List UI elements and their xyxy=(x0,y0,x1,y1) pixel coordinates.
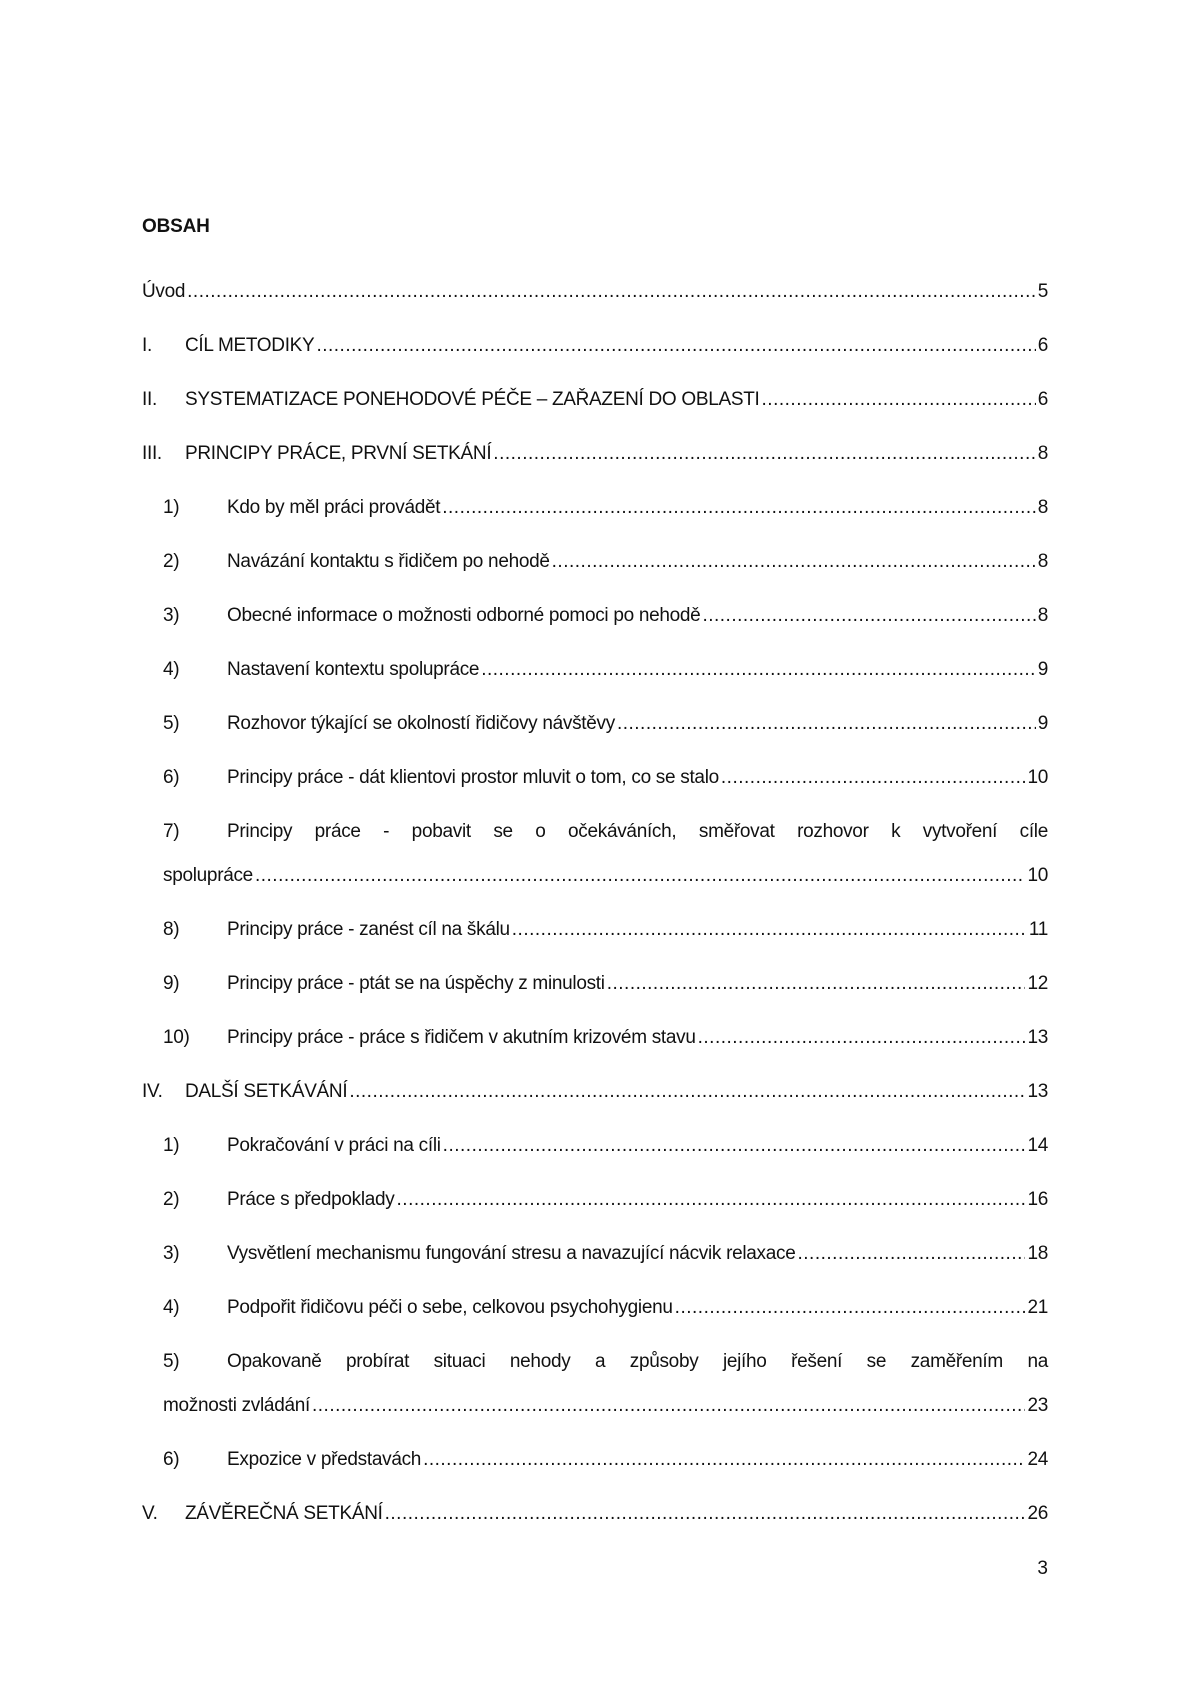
leader-dots xyxy=(397,1178,1026,1222)
leader-dots xyxy=(349,1070,1025,1114)
toc-entry-title: Podpořit řidičovu péči o sebe, celkovou psychohygienu xyxy=(227,1297,673,1318)
toc-entry-title: Navázání kontaktu s řidičem po nehodě xyxy=(227,551,550,572)
toc-entry-title: DALŠÍ SETKÁVÁNÍ xyxy=(185,1081,348,1102)
toc-entry[interactable] xyxy=(142,324,1048,378)
toc-entry-page: 8 xyxy=(1037,443,1048,464)
toc-entry[interactable] xyxy=(142,1286,1048,1340)
toc-entry-title-continued: spolupráce xyxy=(163,865,253,886)
toc-entry-page: 12 xyxy=(1027,973,1048,994)
leader-dots xyxy=(187,270,1036,314)
leader-dots xyxy=(607,962,1026,1006)
toc-entry-page: 11 xyxy=(1028,919,1048,940)
toc-entry[interactable] xyxy=(142,432,1048,486)
toc-entry[interactable] xyxy=(142,540,1048,594)
toc-entry-title: Opakovaně probírat situaci nehody a způsoby jejího řešení se zaměřením na xyxy=(227,1351,1048,1372)
toc-entry-page: 13 xyxy=(1027,1081,1048,1102)
leader-dots xyxy=(552,540,1036,584)
leader-dots xyxy=(698,1016,1026,1060)
leader-dots xyxy=(493,432,1035,476)
toc-entry-page: 26 xyxy=(1027,1503,1048,1524)
toc-entry[interactable] xyxy=(142,486,1048,540)
toc-entry-title: Nastavení kontextu spolupráce xyxy=(227,659,480,680)
toc-heading: OBSAH xyxy=(142,216,210,237)
leader-dots xyxy=(675,1286,1026,1330)
toc-entry-page: 9 xyxy=(1037,659,1048,680)
toc-entry-number: I. xyxy=(142,335,152,356)
toc-entry-page: 23 xyxy=(1027,1395,1048,1416)
toc-entry-page: 8 xyxy=(1037,605,1048,626)
leader-dots xyxy=(721,756,1026,800)
toc-entry-page: 16 xyxy=(1027,1189,1048,1210)
toc-entry-page: 6 xyxy=(1037,389,1048,410)
leader-dots xyxy=(481,648,1036,692)
leader-dots xyxy=(385,1492,1026,1536)
toc-entry-page: 6 xyxy=(1037,335,1048,356)
toc-entry-number: 3) xyxy=(163,605,180,626)
toc-entry[interactable] xyxy=(142,810,1048,908)
toc-entry-page: 10 xyxy=(1027,767,1048,788)
toc-entry[interactable] xyxy=(142,1070,1048,1124)
toc-entry-title: CÍL METODIKY xyxy=(185,335,315,356)
toc-entry-page: 24 xyxy=(1027,1449,1048,1470)
toc-entry[interactable] xyxy=(142,1178,1048,1232)
toc-entry-number: 6) xyxy=(163,1449,180,1470)
toc-entry[interactable] xyxy=(142,594,1048,648)
leader-dots xyxy=(316,324,1035,368)
toc-entry-title: Pokračování v práci na cíli xyxy=(227,1135,441,1156)
toc-entry-number: IV. xyxy=(142,1081,163,1102)
toc-entry-number: 9) xyxy=(163,973,180,994)
toc-entry-title: Kdo by měl práci provádět xyxy=(227,497,441,518)
toc-entry-title: Principy práce - dát klientovi prostor mluvit o tom, co se stalo xyxy=(227,767,719,788)
toc-entry-title: Principy práce - práce s řidičem v akutním krizovém stavu xyxy=(227,1027,696,1048)
toc-entry[interactable] xyxy=(142,1016,1048,1070)
leader-dots xyxy=(617,702,1036,746)
toc-entry-title-continued: možnosti zvládání xyxy=(163,1395,310,1416)
leader-dots xyxy=(442,486,1035,530)
toc-entry-page: 21 xyxy=(1027,1297,1048,1318)
toc-entry-number: 4) xyxy=(163,1297,180,1318)
toc-entry-title: Úvod xyxy=(142,281,186,302)
toc-entry-number: III. xyxy=(142,443,162,464)
toc-entry-page: 13 xyxy=(1027,1027,1048,1048)
toc-entry-number: 5) xyxy=(163,1351,180,1372)
toc-entry[interactable] xyxy=(142,1438,1048,1492)
toc-entry[interactable] xyxy=(142,908,1048,962)
toc-entry-title: Rozhovor týkající se okolností řidičovy návštěvy xyxy=(227,713,615,734)
toc-entry-title: PRINCIPY PRÁCE, PRVNÍ SETKÁNÍ xyxy=(185,443,492,464)
toc-entry-number: 1) xyxy=(163,497,180,518)
toc-entry-page: 10 xyxy=(1027,865,1048,886)
leader-dots xyxy=(762,378,1036,422)
toc-entry-title: Obecné informace o možnosti odborné pomoci po nehodě xyxy=(227,605,701,626)
toc-entry-page: 18 xyxy=(1027,1243,1048,1264)
leader-dots xyxy=(255,854,1026,898)
toc-entry-number: 7) xyxy=(163,821,180,842)
toc-entry-number: 2) xyxy=(163,551,180,572)
toc-entry-number: 3) xyxy=(163,1243,180,1264)
toc-entry-number: 8) xyxy=(163,919,180,940)
leader-dots xyxy=(312,1384,1025,1428)
toc-entry[interactable] xyxy=(142,648,1048,702)
toc-entry-title: SYSTEMATIZACE PONEHODOVÉ PÉČE – ZAŘAZENÍ DO OBLASTI xyxy=(185,389,760,410)
leader-dots xyxy=(443,1124,1026,1168)
toc-entry-title: ZÁVĚREČNÁ SETKÁNÍ xyxy=(185,1503,383,1524)
toc-entry-number: 1) xyxy=(163,1135,180,1156)
leader-dots xyxy=(512,908,1027,952)
toc-entry[interactable] xyxy=(142,270,1048,324)
toc-entry-page: 8 xyxy=(1037,551,1048,572)
toc-entry-title: Práce s předpoklady xyxy=(227,1189,395,1210)
toc-entry-number: 4) xyxy=(163,659,180,680)
toc-entry[interactable] xyxy=(142,756,1048,810)
table-of-contents xyxy=(142,270,1048,1546)
toc-entry-number: 6) xyxy=(163,767,180,788)
toc-entry[interactable] xyxy=(142,1492,1048,1546)
toc-entry[interactable] xyxy=(142,378,1048,432)
toc-entry-number: 5) xyxy=(163,713,180,734)
toc-entry-number: 2) xyxy=(163,1189,180,1210)
toc-entry[interactable] xyxy=(142,702,1048,756)
toc-entry-number: II. xyxy=(142,389,157,410)
toc-entry-title: Principy práce - ptát se na úspěchy z minulosti xyxy=(227,973,605,994)
toc-entry-title: Principy práce - pobavit se o očekáváních, směřovat rozhovor k vytvoření cíle xyxy=(227,821,1048,842)
leader-dots xyxy=(423,1438,1025,1482)
toc-entry-page: 9 xyxy=(1037,713,1048,734)
leader-dots xyxy=(702,594,1035,638)
leader-dots xyxy=(798,1232,1026,1276)
toc-entry[interactable] xyxy=(142,962,1048,1016)
toc-entry[interactable] xyxy=(142,1232,1048,1286)
toc-entry-page: 8 xyxy=(1037,497,1048,518)
toc-entry-title: Vysvětlení mechanismu fungování stresu a navazující nácvik relaxace xyxy=(227,1243,796,1264)
page-number: 3 xyxy=(1037,1558,1048,1579)
toc-entry-number: 10) xyxy=(163,1027,190,1048)
toc-entry-title: Expozice v představách xyxy=(227,1449,422,1470)
toc-entry-page: 5 xyxy=(1037,281,1048,302)
toc-entry[interactable] xyxy=(142,1124,1048,1178)
toc-entry[interactable] xyxy=(142,1340,1048,1438)
toc-entry-title: Principy práce - zanést cíl na škálu xyxy=(227,919,510,940)
toc-entry-number: V. xyxy=(142,1503,158,1524)
toc-entry-page: 14 xyxy=(1027,1135,1048,1156)
